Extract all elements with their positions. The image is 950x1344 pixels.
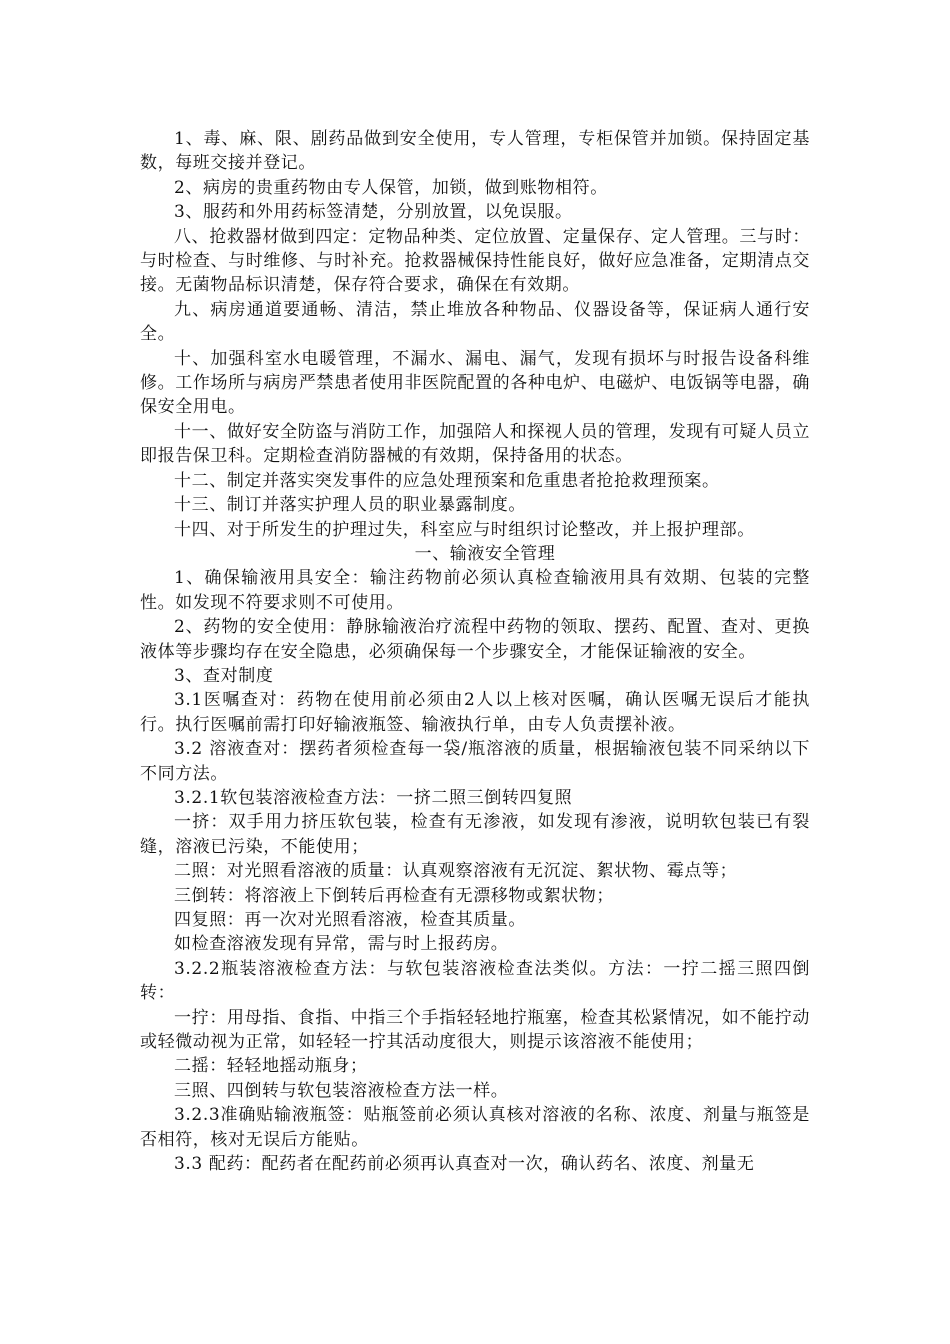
paragraph: 3.3 配药：配药者在配药前必须再认真查对一次，确认药名、浓度、剂量无 (174, 1154, 755, 1175)
paragraph: 3.2.1软包装溶液检查方法：一挤二照三倒转四复照 (174, 787, 573, 808)
document-page (140, 127, 810, 1176)
paragraph: 3.1医嘱查对：药物在使用前必须由2人以上核对医嘱，确认医嘱无误后才能执行。执行医嘱前需打印好输液瓶签、输液执行单，由专人负责摆补液。 (140, 690, 810, 735)
paragraph: 二照：对光照看溶液的质量：认真观察溶液有无沉淀、絮状物、霉点等； (174, 861, 738, 882)
paragraph: 3.2 溶液查对：摆药者须检查每一袋/瓶溶液的质量，根据输液包装不同采纳以下不同方法。 (140, 739, 810, 784)
paragraph: 1、毒、麻、限、剧药品做到安全使用，专人管理，专柜保管并加锁。保持固定基数，每班交接并登记。 (140, 129, 810, 174)
paragraph: 3、服药和外用药标签清楚，分别放置，以免误服。 (174, 202, 573, 223)
paragraph: 三倒转：将溶液上下倒转后再检查有无漂移物或絮状物； (174, 885, 614, 906)
paragraph: 八、抢救器材做到四定：定物品种类、定位放置、定量保存、定人管理。三与时：与时检查、与时维修、与时补充。抢救器械保持性能良好，做好应急准备，定期清点交接。无菌物品标识清楚，保存符合要求，确保在有效期。 (140, 226, 810, 296)
paragraph: 3.2.3准确贴输液瓶签：贴瓶签前必须认真核对溶液的名称、浓度、剂量与瓶签是否相符，核对无误后方能贴。 (140, 1105, 810, 1150)
paragraph: 十三、制订并落实护理人员的职业暴露制度。 (174, 495, 526, 516)
paragraph: 3.2.2瓶装溶液检查方法：与软包装溶液检查法类似。方法：一拧二摇三照四倒转： (140, 958, 810, 1004)
paragraph: 九、病房通道要通畅、清洁，禁止堆放各种物品、仪器设备等，保证病人通行安全。 (140, 299, 810, 345)
paragraph: 四复照：再一次对光照看溶液，检查其质量。 (174, 910, 526, 930)
paragraph: 2、病房的贵重药物由专人保管，加锁，做到账物相符。 (174, 177, 608, 198)
paragraph: 十一、做好安全防盗与消防工作，加强陪人和探视人员的管理，发现有可疑人员立即报告保卫科。定期检查消防器械的有效期，保持备用的状态。 (140, 421, 810, 467)
paragraph: 十、加强科室水电暖管理，不漏水、漏电、漏气，发现有损坏与时报告设备科维修。工作场所与病房严禁患者使用非医院配置的各种电炉、电磁炉、电饭锅等电器，确保安全用电。 (140, 348, 810, 418)
paragraph: 十二、制定并落实突发事件的应急处理预案和危重患者抢抢救理预案。 (174, 470, 720, 491)
paragraph: 2、药物的安全使用：静脉输液治疗流程中药物的领取、摆药、配置、查对、更换液体等步骤均存在安全隐患，必须确保每一个步骤安全，才能保证输液的安全。 (140, 617, 810, 662)
paragraph: 一拧：用母指、食指、中指三个手指轻轻地拧瓶塞，检查其松紧情况，如不能拧动或轻微动视为正常，如轻轻一拧其活动度很大，则提示该溶液不能使用； (140, 1007, 810, 1053)
section-heading: 一、输液安全管理 (414, 543, 556, 564)
paragraph: 如检查溶液发现有异常，需与时上报药房。 (174, 934, 509, 955)
paragraph: 三照、四倒转与软包装溶液检查方法一样。 (174, 1080, 509, 1101)
paragraph: 3、查对制度 (174, 665, 274, 686)
paragraph: 一挤：双手用力挤压软包装，检查有无渗液，如发现有渗液，说明软包装已有裂缝，溶液已污染，不能使用； (140, 812, 810, 857)
paragraph: 1、确保输液用具安全：输注药物前必须认真检查输液用具有效期、包装的完整性。如发现不符要求则不可使用。 (140, 568, 810, 613)
paragraph: 十四、对于所发生的护理过失，科室应与时组织讨论整改，并上报护理部。 (174, 519, 755, 540)
paragraph: 二摇：轻轻地摇动瓶身； (174, 1056, 368, 1077)
